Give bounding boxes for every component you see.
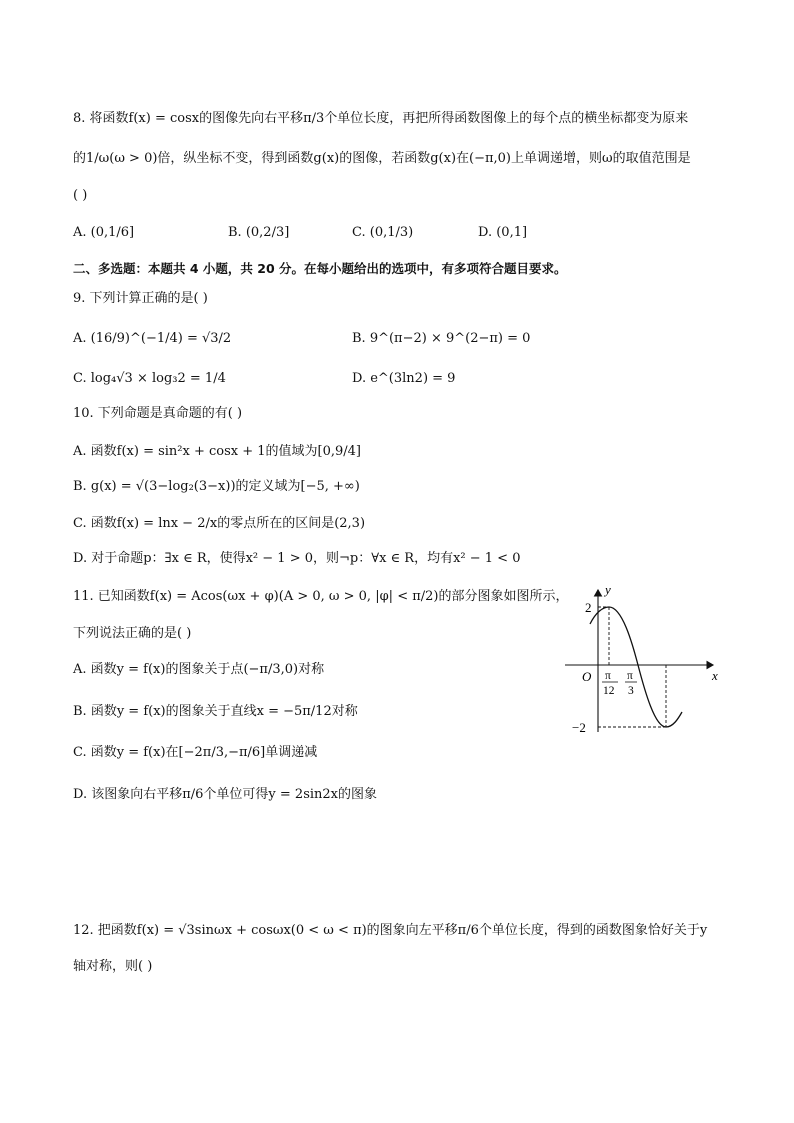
q9-option-c: C. log₄√3 × log₃2 = 1/4 <box>73 371 226 386</box>
q12-line1: 12. 把函数f(x) = √3sinωx + cosωx(0 < ω < π)的图象向左平移π/6个单位长度，得到的函数图象恰好关于y <box>73 923 708 938</box>
q8-option-d: D. (0,1] <box>478 225 528 240</box>
q10-option-c: C. 函数f(x) = lnx − 2/x的零点所在的区间是(2,3) <box>73 516 366 531</box>
x-tick-pi3-den: 3 <box>628 685 634 697</box>
origin-label: O <box>582 669 592 684</box>
q10-option-b: B. g(x) = √(3−log₂(3−x))的定义域为[−5, +∞) <box>73 479 360 494</box>
q12-line2: 轴对称，则( ) <box>73 959 153 974</box>
q10-option-a: A. 函数f(x) = sin²x + cosx + 1的值域为[0,9/4] <box>73 444 362 459</box>
q8-line3: ( ) <box>73 188 88 203</box>
q11-stem-line1: 11. 已知函数f(x) = Acos(ωx + φ)(A > 0, ω > 0, |φ| < π/2)的部分图象如图所示， <box>73 589 569 604</box>
q8-option-a: A. (0,1/6] <box>73 225 135 240</box>
y-min-label: −2 <box>572 720 586 735</box>
x-tick-pi3-num: π <box>627 670 633 682</box>
q8-option-c: C. (0,1/3) <box>352 225 414 240</box>
q11-function-graph <box>560 582 730 742</box>
x-tick-pi12-num: π <box>605 670 611 682</box>
q9-option-d: D. e^(3ln2) = 9 <box>352 371 456 386</box>
x-tick-pi12-den: 12 <box>603 685 615 697</box>
q8-line2: 的1/ω(ω > 0)倍，纵坐标不变，得到函数g(x)的图像，若函数g(x)在(−π,0)上单调递增，则ω的取值范围是 <box>73 151 691 166</box>
x-axis-label: x <box>712 668 718 683</box>
cosine-curve <box>590 607 682 727</box>
q11-option-a: A. 函数y = f(x)的图象关于点(−π/3,0)对称 <box>73 662 325 677</box>
q10-stem: 10. 下列命题是真命题的有( ) <box>73 406 243 421</box>
q11-option-c: C. 函数y = f(x)在[−2π/3,−π/6]单调递减 <box>73 745 318 760</box>
q9-option-b: B. 9^(π−2) × 9^(2−π) = 0 <box>352 331 531 346</box>
q9-option-a: A. (16/9)^(−1/4) = √3/2 <box>73 331 232 346</box>
q11-stem-line2: 下列说法正确的是( ) <box>73 626 192 641</box>
y-max-label: 2 <box>585 600 592 615</box>
section-heading: 二、多选题：本题共 4 小题，共 20 分。在每小题给出的选项中，有多项符合题目要求。 <box>73 261 567 276</box>
q8-option-b: B. (0,2/3] <box>228 225 290 240</box>
q11-option-d: D. 该图象向右平移π/6个单位可得y = 2sin2x的图象 <box>73 787 377 802</box>
y-axis-label: y <box>605 582 611 597</box>
q11-option-b: B. 函数y = f(x)的图象关于直线x = −5π/12对称 <box>73 704 358 719</box>
q9-stem: 9. 下列计算正确的是( ) <box>73 291 208 306</box>
q10-option-d: D. 对于命题p：∃x ∈ R，使得x² − 1 > 0，则¬p：∀x ∈ R，均有x² − 1 < 0 <box>73 551 521 566</box>
q8-line1: 8. 将函数f(x) = cosx的图像先向右平移π/3个单位长度，再把所得函数图像上的每个点的横坐标都变为原来 <box>73 111 689 126</box>
